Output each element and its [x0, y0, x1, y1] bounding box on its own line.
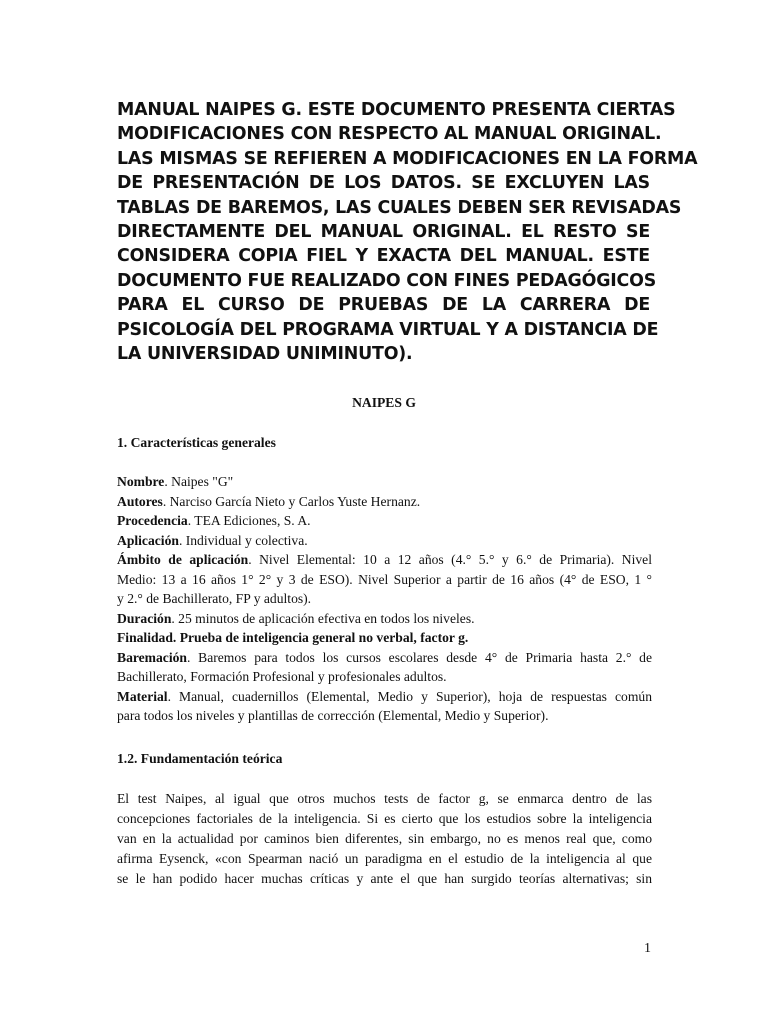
- body-paragraph: [117, 789, 652, 889]
- field-label: Ámbito de aplicación: [117, 552, 249, 567]
- intro-disclaimer: [117, 98, 698, 366]
- intro-line: CONSIDERA COPIA FIEL Y EXACTA DEL MANUAL. ESTE: [117, 246, 650, 267]
- intro-line: PSICOLOGÍA DEL PROGRAMA VIRTUAL Y A DISTANCIA DE: [117, 319, 659, 340]
- characteristics-list: [117, 472, 652, 726]
- field-material-cont: para todos los niveles y plantillas de corrección (Elemental, Medio y Superior).: [117, 708, 549, 723]
- field-value: . Naipes "G": [164, 474, 234, 489]
- field-value: . Baremos para todos los cursos escolares desde 4° de Primaria hasta 2.° de: [186, 649, 652, 665]
- paragraph-line: afirma Eysenck, «con Spearman nació un paradigma en el estudio de la inteligencia al que: [117, 851, 652, 867]
- field-ambito-cont: Medio: 13 a 16 años 1° 2° y 3 de ESO). Nivel Superior a partir de 16 años (4° de ESO, 1 °: [117, 571, 652, 587]
- paragraph-line: concepciones factoriales de la inteligencia. Si es cierto que los estudios sobre la inteligencia: [117, 811, 652, 827]
- field-ambito: [117, 550, 652, 570]
- field-ambito-cont: y 2.° de Bachillerato, FP y adultos).: [117, 591, 312, 606]
- field-value: . Narciso García Nieto y Carlos Yuste Hernanz.: [162, 493, 421, 509]
- intro-line: DOCUMENTO FUE REALIZADO CON FINES PEDAGÓGICOS: [117, 270, 657, 291]
- paragraph-line: van en la actualidad por caminos bien diferentes, sin embargo, no es menos real que, como: [117, 831, 652, 847]
- field-label: Autores: [117, 493, 163, 509]
- field-finalidad: [117, 628, 652, 648]
- field-nombre: [117, 472, 652, 492]
- field-material: [117, 687, 652, 707]
- field-procedencia: [117, 511, 652, 531]
- field-value: . 25 minutos de aplicación efectiva en todos los niveles.: [171, 610, 475, 626]
- field-duracion: [117, 609, 652, 629]
- field-label: Material: [117, 688, 168, 704]
- paragraph-line: se le han podido hacer muchas críticas y ante el que han surgido teorías alternativas; sin: [117, 871, 652, 887]
- field-value: . Prueba de inteligencia general no verbal, factor g.: [172, 630, 469, 645]
- field-value: . TEA Ediciones, S. A.: [187, 513, 311, 528]
- field-baremacion: [117, 648, 652, 668]
- intro-line: MODIFICACIONES CON RESPECTO AL MANUAL ORIGINAL.: [117, 124, 662, 145]
- field-value: . Individual y colectiva.: [178, 532, 308, 548]
- intro-line: MANUAL NAIPES G. ESTE DOCUMENTO PRESENTA CIERTAS: [117, 100, 676, 120]
- section-heading-fundamentacion: 1.2. Fundamentación teórica: [117, 751, 283, 766]
- document-title: NAIPES G: [352, 395, 416, 410]
- field-value: . Manual, cuadernillos (Elemental, Medio y Superior), hoja de respuestas común: [167, 688, 652, 704]
- intro-line: TABLAS DE BAREMOS, LAS CUALES DEBEN SER REVISADAS: [117, 197, 682, 218]
- field-label: Procedencia: [117, 513, 188, 528]
- field-baremacion-cont: Bachillerato, Formación Profesional y profesionales adultos.: [117, 669, 447, 684]
- field-label: Nombre: [117, 474, 165, 489]
- intro-line: LA UNIVERSIDAD UNIMINUTO).: [117, 344, 413, 365]
- intro-line: PARA EL CURSO DE PRUEBAS DE LA CARRERA DE: [117, 295, 650, 316]
- page-number: 1: [644, 941, 651, 956]
- section-heading-caracteristicas: 1. Características generales: [117, 435, 276, 450]
- field-label: Baremación: [117, 649, 187, 665]
- field-label: Aplicación: [117, 532, 179, 548]
- paragraph-line: El test Naipes, al igual que otros muchos tests de factor g, se enmarca dentro de las: [117, 791, 652, 806]
- field-autores: [117, 492, 652, 512]
- field-aplicacion: [117, 531, 652, 551]
- field-value: . Nivel Elemental: 10 a 12 años (4.° 5.° y 6.° de Primaria). Nivel: [248, 552, 652, 567]
- intro-line: DE PRESENTACIÓN DE LOS DATOS. SE EXCLUYEN LAS: [117, 173, 650, 194]
- field-label: Duración: [117, 610, 172, 626]
- intro-line: LAS MISMAS SE REFIEREN A MODIFICACIONES EN LA FORMA: [117, 148, 698, 169]
- intro-line: DIRECTAMENTE DEL MANUAL ORIGINAL. EL RESTO SE: [117, 222, 650, 243]
- field-label: Finalidad: [117, 630, 173, 645]
